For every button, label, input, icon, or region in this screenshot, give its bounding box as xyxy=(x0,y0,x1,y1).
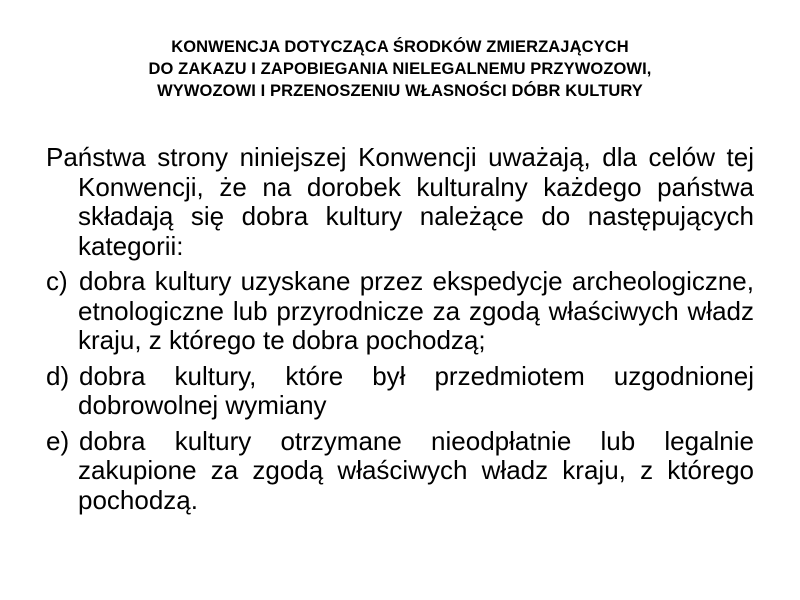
item-letter: e) xyxy=(46,425,70,456)
item-text: dobra kultury otrzymane nieodpłatnie lub legalnie zakupione za zgodą właściwych władz kraju, z którego pochodzą. xyxy=(78,425,754,515)
slide-body xyxy=(46,143,754,521)
title-line: KONWENCJA DOTYCZĄCA ŚRODKÓW ZMIERZAJĄCYCH xyxy=(171,38,629,56)
title-line: WYWOZOWI I PRZENOSZENIU WŁASNOŚCI DÓBR KULTURY xyxy=(157,82,643,100)
slide-title xyxy=(40,36,760,102)
title-line: DO ZAKAZU I ZAPOBIEGANIA NIELEGALNEMU PRZYWOZOWI, xyxy=(148,60,652,78)
list-item-c xyxy=(46,267,754,356)
item-letter: c) xyxy=(46,266,68,296)
item-text: dobra kultury uzyskane przez ekspedycje archeologiczne, etnologiczne lub przyrodnicze za zgodą właściwych władz kraju, z którego te dobra pochodzą; xyxy=(78,266,754,355)
list-item-e xyxy=(46,427,754,516)
item-text: dobra kultury, które był przedmiotem uzgodnionej dobrowolnej wymiany xyxy=(78,360,754,420)
list-item-d xyxy=(46,362,754,421)
item-letter: d) xyxy=(46,360,70,391)
intro-paragraph: Państwa strony niniejszej Konwencji uważają, dla celów tej Konwencji, że na dorobek kulturalny każdego państwa składają się dobra kultury należące do następujących kategorii: xyxy=(46,142,754,261)
